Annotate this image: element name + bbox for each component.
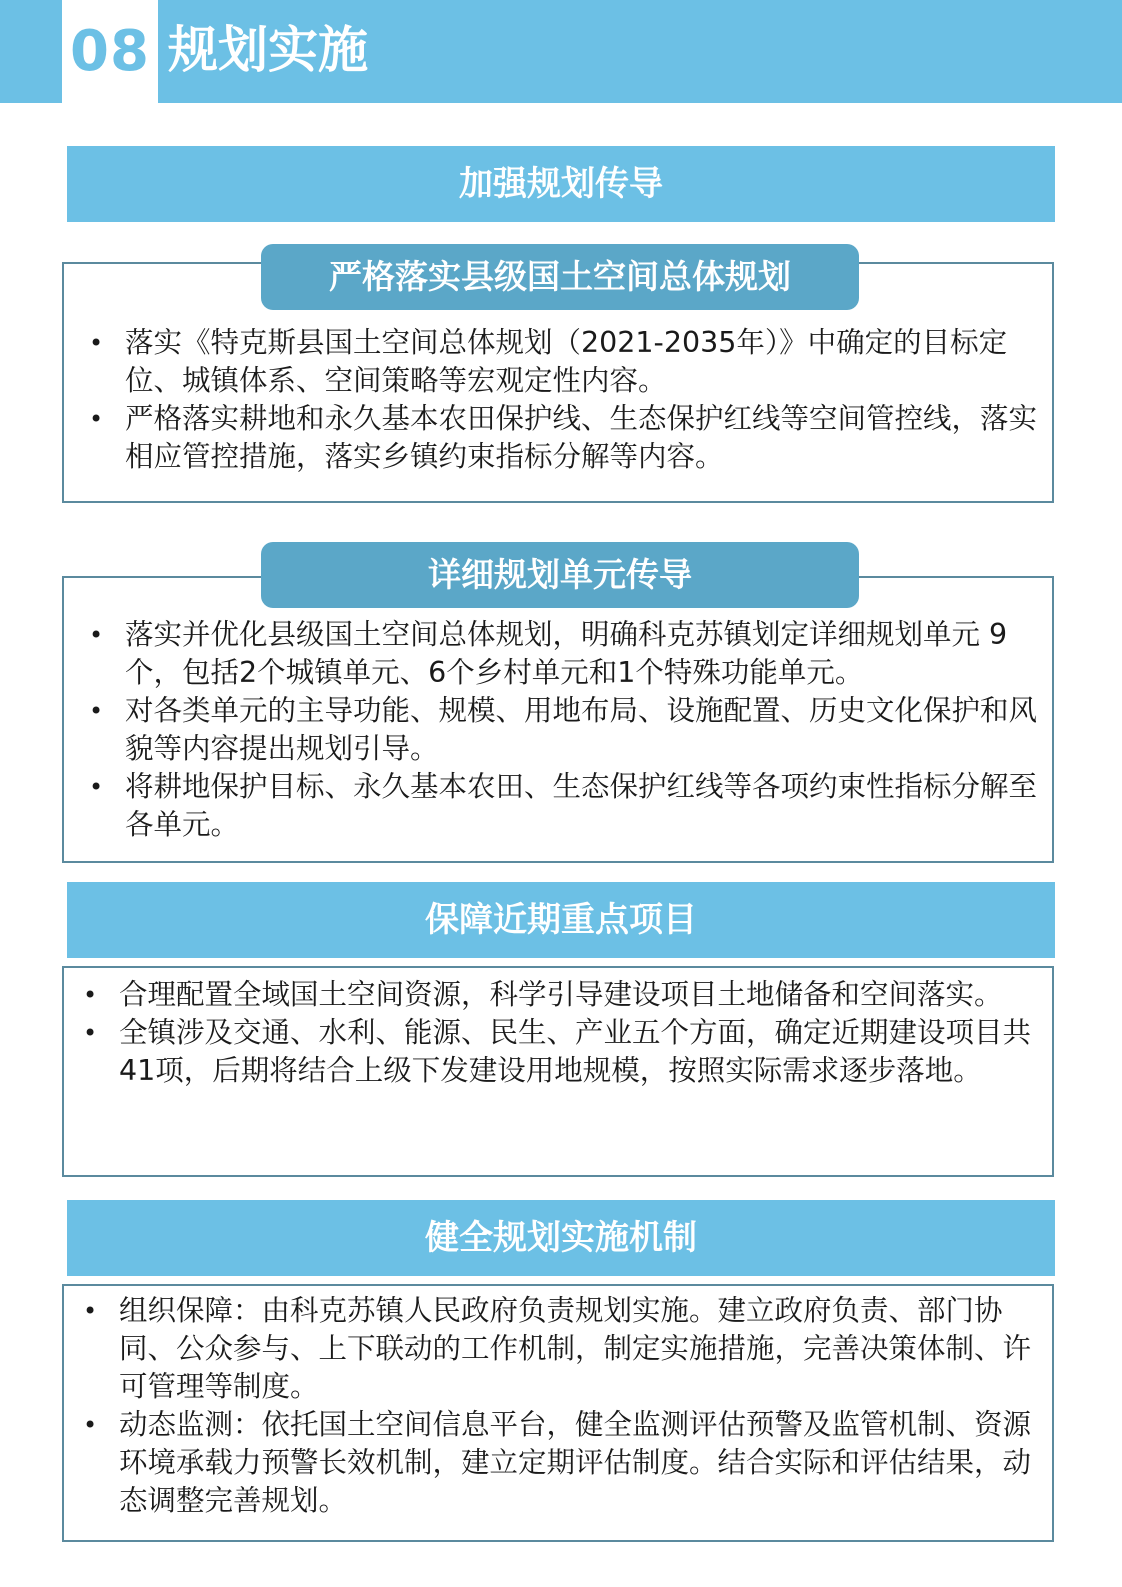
chapter-number: 08 <box>70 19 150 84</box>
chapter-number-box <box>62 0 158 103</box>
panel-detailed-units-title: 详细规划单元传导 <box>261 542 859 608</box>
list-item: • 将耕地保护目标、永久基本农田、生态保护红线等各项约束性指标分解至各单元。 <box>89 770 1038 841</box>
bullet-icon: • <box>83 1297 98 1325</box>
chapter-title: 规划实施 <box>168 21 368 79</box>
bullet-icon: • <box>83 981 98 1009</box>
list-item: • 严格落实耕地和永久基本农田保护线、生态保护红线等空间管控线，落实相应管控措施，落实乡镇约束指标分解等内容。 <box>89 402 1038 473</box>
list-item: • 组织保障：由科克苏镇人民政府负责规划实施。建立政府负责、部门协同、公众参与、上下联动的工作机制，制定实施措施，完善决策体制、许可管理等制度。 <box>83 1294 1032 1403</box>
list-item: • 合理配置全域国土空间资源，科学引导建设项目土地储备和空间落实。 <box>119 976 1035 1014</box>
section-title-implementation-mechanism: 健全规划实施机制 <box>67 1200 1055 1276</box>
list-item: • 落实并优化县级国土空间总体规划，明确科克苏镇划定详细规划单元 9 个，包括2个城镇单元、6个乡村单元和1个特殊功能单元。 <box>89 618 1008 689</box>
section-title-key-projects: 保障近期重点项目 <box>67 882 1055 958</box>
bullet-icon: • <box>89 773 104 801</box>
panel-key-projects <box>62 966 1054 1177</box>
bullet-icon: • <box>89 697 104 725</box>
panel-detailed-units <box>62 576 1054 863</box>
panel-implementation-mechanism-list <box>83 1292 1035 1520</box>
panel-key-projects-list <box>83 976 1035 1090</box>
bullet-icon: • <box>83 1019 98 1047</box>
panel-county-plan-list <box>89 324 1038 476</box>
list-item: • 全镇涉及交通、水利、能源、民生、产业五个方面，确定近期建设项目共41项，后期将结合上级下发建设用地规模，按照实际需求逐步落地。 <box>83 1016 1032 1087</box>
bullet-icon: • <box>89 405 104 433</box>
list-item: • 落实《特克斯县国土空间总体规划（2021-2035年）》中确定的目标定位、城镇体系、空间策略等宏观定性内容。 <box>89 326 1008 397</box>
panel-county-plan-title: 严格落实县级国土空间总体规划 <box>261 244 859 310</box>
list-item: • 对各类单元的主导功能、规模、用地布局、设施配置、历史文化保护和风貌等内容提出规划引导。 <box>89 694 1038 765</box>
bullet-icon: • <box>83 1411 98 1439</box>
section-title-plan-transmission: 加强规划传导 <box>67 146 1055 222</box>
list-item: • 动态监测：依托国土空间信息平台，健全监测评估预警及监管机制、资源环境承载力预警长效机制，建立定期评估制度。结合实际和评估结果，动态调整完善规划。 <box>83 1408 1032 1517</box>
bullet-icon: • <box>89 621 104 649</box>
panel-implementation-mechanism <box>62 1284 1054 1542</box>
bullet-icon: • <box>89 329 104 357</box>
panel-detailed-units-list <box>89 616 1038 844</box>
